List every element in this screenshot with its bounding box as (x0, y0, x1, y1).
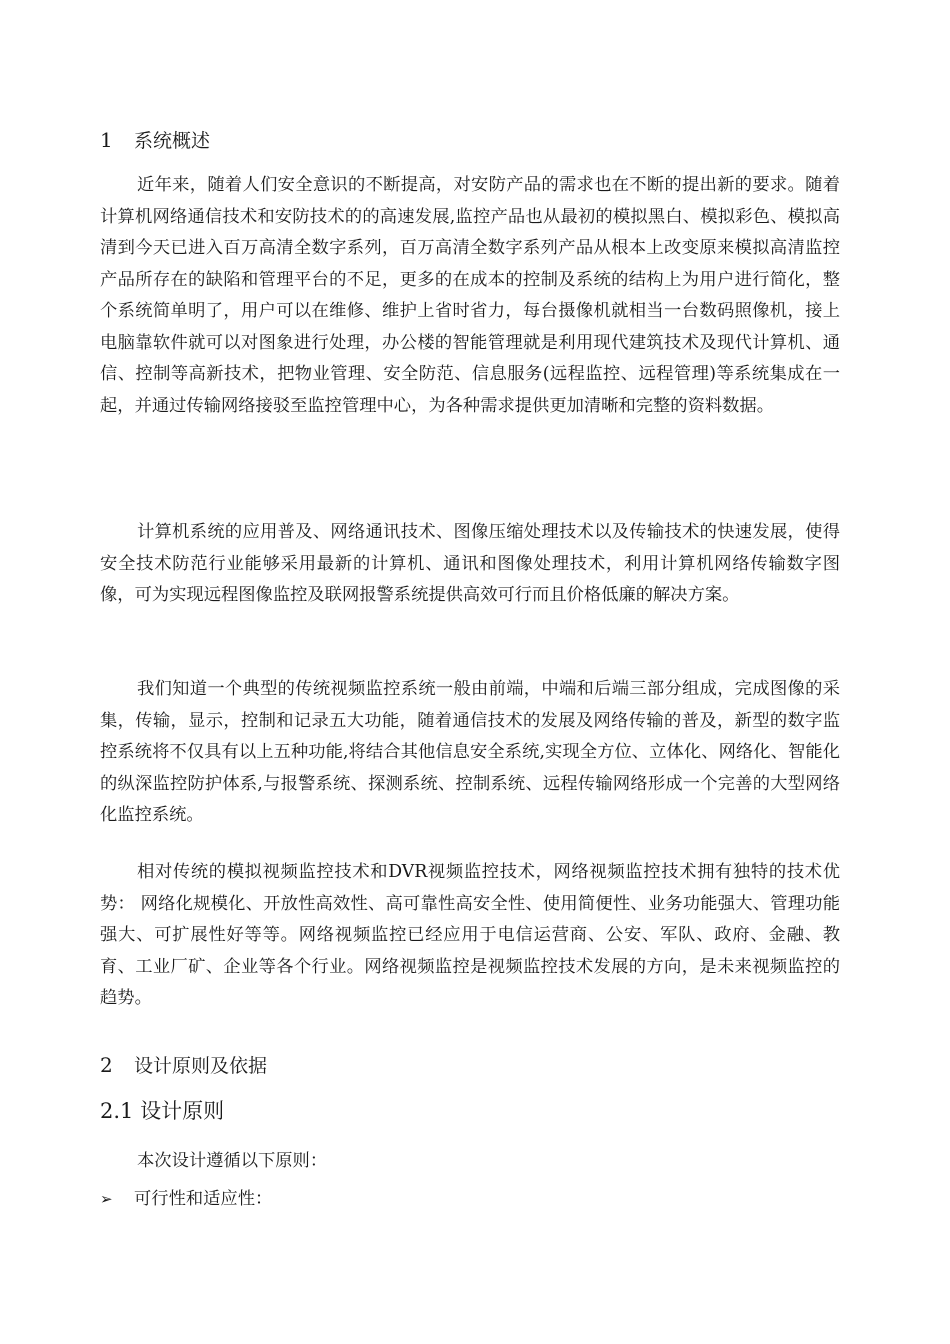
intro-paragraph: 本次设计遵循以下原则： (137, 1151, 328, 1171)
paragraph: 近年来，随着人们安全意识的不断提高，对安防产品的需求也在不断的提出新的要求。随着计算机网络通信技术和安防技术的的高速发展,监控产品也从最初的模拟黑白、模拟彩色、模拟高清到今天已进入百万高清全数字系列，百万高清全数字系列产品从根本上改变原来模拟高清监控产品所存在的缺陷和管理平台的不足，更多的在成本的控制及系统的结构上为用户进行简化，整个系统简单明了，用户可以在维修、维护上省时省力，每台摄像机就相当一台数码照像机，接上电脑靠软件就可以对图象进行处理，办公楼的智能管理就是利用现代建筑技术及现代计算机、通信、控制等高新技术，把物业管理、安全防范、信息服务(远程监控、远程管理)等系统集成在一起，并通过传输网络接驳至监控管理中心，为各种需求提供更加清晰和完整的资料数据。 (100, 175, 840, 416)
bullet-text: 可行性和适应性： (134, 1189, 273, 1209)
paragraph: 相对传统的模拟视频监控技术和DVR视频监控技术，网络视频监控技术拥有独特的技术优势： 网络化规模化、开放性高效性、高可靠性高安全性、使用简便性、业务功能强大、管理功能强大、可扩展性好等等。网络视频监控已经应用于电信运营商、公安、军队、政府、金融、教育、工业厂矿、企业等各个行业。网络视频监控是视频监控技术发展的方向，是未来视频监控的趋势。 (100, 862, 840, 1008)
section-heading-1 (100, 128, 210, 153)
paragraph: 计算机系统的应用普及、网络通讯技术、图像压缩处理技术以及传输技术的快速发展，使得安全技术防范行业能够采用最新的计算机、通讯和图像处理技术，利用计算机网络传输数字图像，可为实现远程图像监控及联网报警系统提供高效可行而且价格低廉的解决方案。 (100, 522, 840, 605)
section-number: 1 (100, 128, 113, 152)
section-title: 设计原则及依据 (134, 1055, 268, 1077)
section-title: 系统概述 (134, 130, 211, 152)
bullet-item (100, 1186, 272, 1212)
arrow-bullet-icon: ➢ (100, 1190, 113, 1208)
paragraph: 我们知道一个典型的传统视频监控系统一般由前端，中端和后端三部分组成，完成图像的采集，传输，显示，控制和记录五大功能，随着通信技术的发展及网络传输的普及，新型的数字监控系统将不仅具有以上五种功能,将结合其他信息安全系统,实现全方位、立体化、网络化、智能化的纵深监控防护体系,与报警系统、探测系统、控制系统、远程传输网络形成一个完善的大型网络化监控系统。 (100, 679, 840, 825)
subsection-heading: 2.1 设计原则 (100, 1099, 225, 1123)
section-number: 2 (100, 1053, 113, 1077)
section-heading-2 (100, 1053, 267, 1078)
